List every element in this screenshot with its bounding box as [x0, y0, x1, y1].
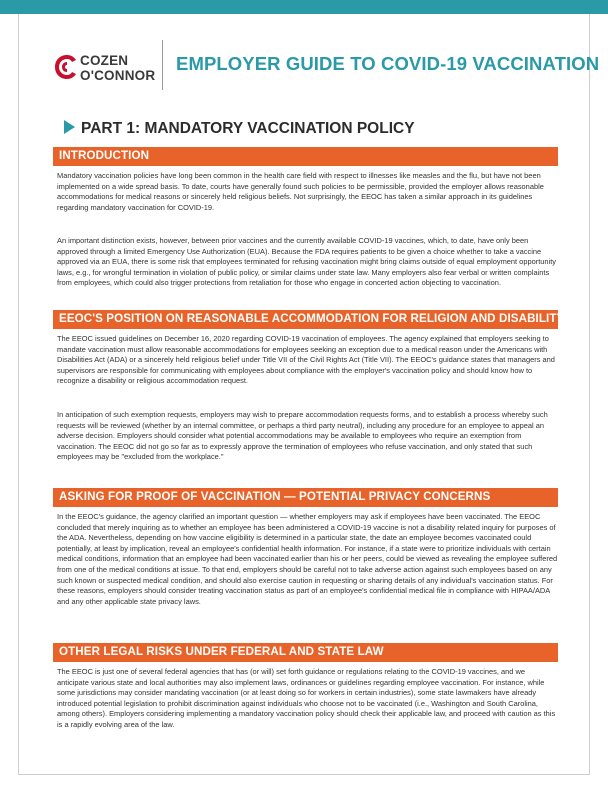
header-divider	[162, 40, 163, 90]
paragraph: The EEOC issued guidelines on December 16, 2020 regarding COVID-19 vaccination of employees. The agency explained that employers seeking to mandate vaccination must allow reasonable accommodations for employees seeking an exception due to a medical reason under the Americans with Disabilities Act (ADA) or a sincerely held religious belief under Title VII of the Civil Rights Act (Title VII). The EEOC's guidance states that managers and supervisors are responsible for communicating with employees about compliance with the employer's vaccination policy and should know how to recognize a disability or religious accommodation request.	[57, 334, 555, 386]
section-heading-text: OTHER LEGAL RISKS UNDER FEDERAL AND STATE LAW	[59, 645, 384, 658]
section-heading-text: INTRODUCTION	[59, 149, 150, 162]
paragraph: Mandatory vaccination policies have long been common in the health care field with respect to illnesses like measles and the flu, but have not been implemented on a wide spread basis. To date, courts have generally found such policies to be permissible, provided the employer allows reasonable accommodations for medical reasons or sincerely held religious beliefs. Not surprisingly, the EEOC has taken a similar approach in its guidelines regarding mandatory vaccination for COVID-19.	[57, 171, 544, 212]
document-title: EMPLOYER GUIDE TO COVID-19 VACCINATION	[176, 53, 600, 74]
section-heading-eeoc-position	[53, 310, 565, 329]
part-title-text: PART 1: MANDATORY VACCINATION POLICY	[81, 120, 415, 137]
section-heading-text: EEOC'S POSITION ON REASONABLE ACCOMMODATION FOR RELIGION AND DISABILITY	[59, 312, 565, 325]
part-title	[64, 120, 415, 138]
logo-line2: O'CONNOR	[80, 68, 156, 83]
section-heading-introduction	[53, 147, 558, 166]
section-heading-proof-of-vaccination	[53, 488, 558, 507]
cozen-oconnor-logo	[52, 48, 156, 88]
paragraph: The EEOC is just one of several federal agencies that has (or will) set forth guidance or regulations relating to the COVID-19 vaccines, and we anticipate various state and local authorities may also implement laws, ordinances or guidelines regarding employee vaccination. For instance, while some jurisdictions may consider mandating vaccination (or at least doing so for workers in certain industries), some state lawmakers have already introduced potential legislation to prohibit discrimination against individuals who choose not to be vaccinated (i.e., Washington and South Carolina, among others). Employers considering implementing a mandatory vaccination policy should check their applicable law, and proceed with caution as this is a rapidly evolving area of the law.	[57, 667, 556, 729]
section-heading-text: ASKING FOR PROOF OF VACCINATION — POTENTIAL PRIVACY CONCERNS	[59, 490, 491, 503]
triangle-bullet-icon	[64, 120, 75, 134]
paragraph: In the EEOC's guidance, the agency clarified an important question — whether employers may ask if employees have been vaccinated. The EEOC concluded that merely inquiring as to whether an employee has been administered a COVID-19 vaccine is not a disability related inquiry for purposes of the ADA. Nevertheless, depending on how vaccine eligibility is determined in a particular state, the date an employee becomes vaccinated could potentially, at least by implication, reveal an employee's confidential health information. For instance, if a state were to prioritize individuals with certain medical conditions, information that an employee had been vaccinated earlier than his or her peers, could be viewed as revealing the employee suffered from one of the medical conditions at issue. To that end, employers should be careful not to take adverse action against such employees based on any such known or suspected medical condition, and should also exercise caution in requesting or sharing details of any individual's vaccination status. For these reasons, employers should consider treating vaccination status as part of an employee's confidential medical file in compliance with HIPAA/ADA and any other applicable state privacy laws.	[57, 512, 558, 606]
paragraph: In anticipation of such exemption requests, employers may wish to prepare accommodation requests forms, and to establish a process whereby such requests will be reviewed (whether by an internal committee, or perhaps a third party neutral), including any procedure for an employee to appeal an adverse decision. Employers should consider what potential accommodations may be available to employees who require an exemption from vaccination. The EEOC did not go so far as to expressly approve the termination of employees who refuse vaccination, and only stated that such employees may be "excluded from the workplace."	[57, 410, 548, 462]
top-accent-bar	[0, 0, 608, 14]
section-heading-other-legal-risks	[53, 643, 558, 662]
document-header	[52, 40, 600, 90]
logo-line1: COZEN	[80, 53, 129, 68]
logo-wordmark	[80, 53, 155, 83]
paragraph: An important distinction exists, however, between prior vaccines and the currently available COVID-19 vaccines, which, to date, have only been approved through a limited Emergency Use Authorization (EUA). Because the FDA requires patients to be given a choice whether to take a vaccine approved via an EUA, there is some risk that employees terminated for refusing vaccination might bring claims outside of equal employment opportunity laws, e.g., for wrongful termination in violation of public policy, or similar claims under state law. Many employers also fear verbal or written complaints from employees, which could also trigger protections from retaliation for those who engage in concerted action objecting to vaccination.	[57, 236, 556, 288]
cozen-swirl-icon	[52, 52, 82, 82]
